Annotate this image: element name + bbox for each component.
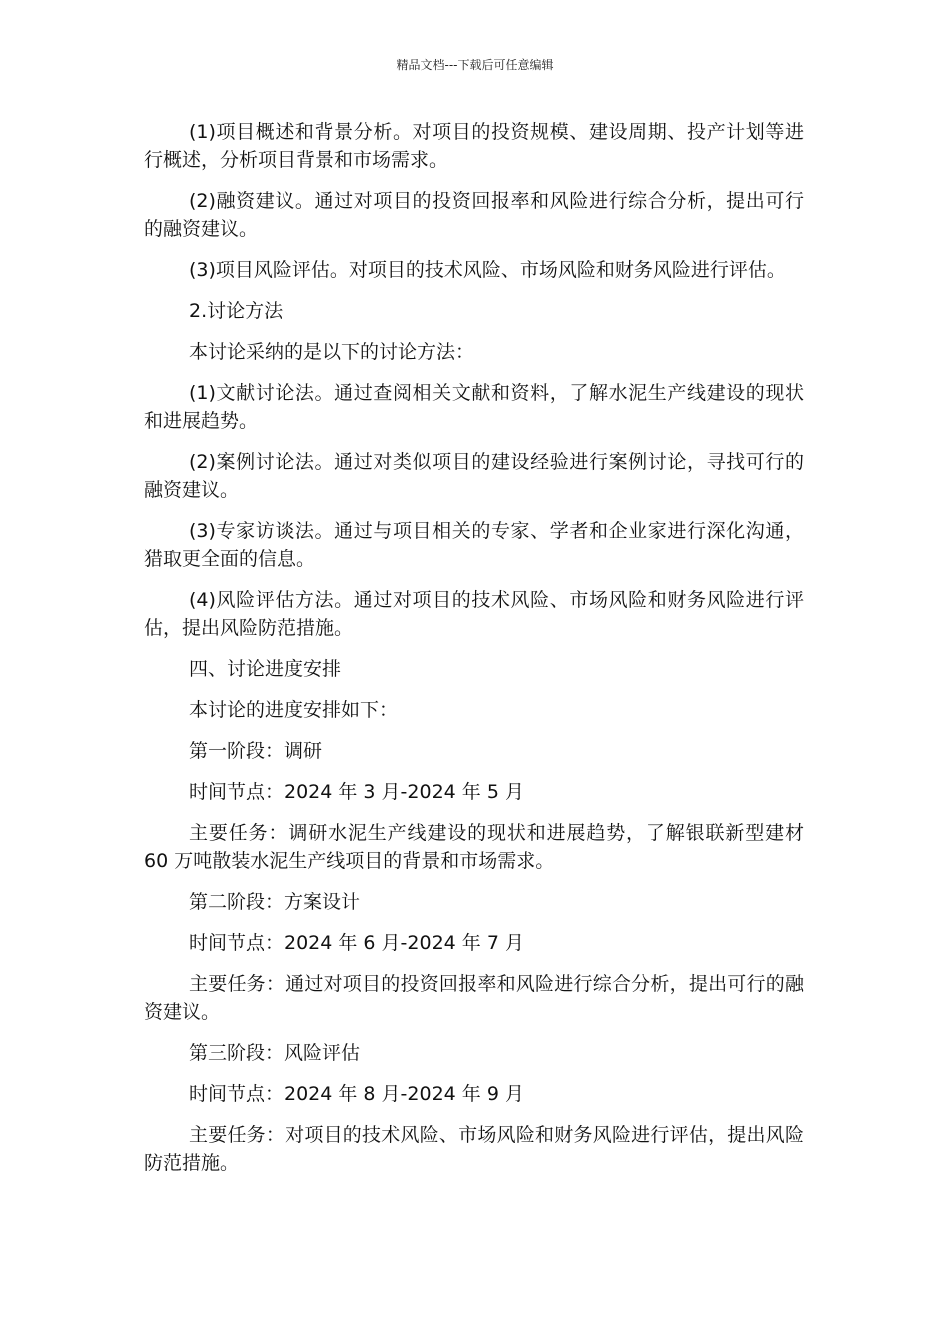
section-heading: 2.讨论方法 <box>189 300 284 322</box>
paragraph: (1)文献讨论法。通过查阅相关文献和资料，了解水泥生产线建设的现状和进展趋势。 <box>144 382 804 432</box>
paragraph: (4)风险评估方法。通过对项目的技术风险、市场风险和财务风险进行评估，提出风险防范措施。 <box>144 589 804 639</box>
phase-title: 第二阶段：方案设计 <box>189 891 361 913</box>
phase-timeline: 时间节点：2024 年 8 月-2024 年 9 月 <box>189 1083 524 1105</box>
phase-timeline: 时间节点：2024 年 6 月-2024 年 7 月 <box>189 932 524 954</box>
phase-title: 第一阶段：调研 <box>189 740 323 762</box>
paragraph: (2)融资建议。通过对项目的投资回报率和风险进行综合分析，提出可行的融资建议。 <box>144 190 804 240</box>
paragraph: 本讨论采纳的是以下的讨论方法： <box>189 341 475 363</box>
phase-title: 第三阶段：风险评估 <box>189 1042 361 1064</box>
phase-timeline: 时间节点：2024 年 3 月-2024 年 5 月 <box>189 781 524 803</box>
section-heading: 四、讨论进度安排 <box>189 658 342 680</box>
phase-task: 主要任务：通过对项目的投资回报率和风险进行综合分析，提出可行的融资建议。 <box>144 973 804 1023</box>
paragraph: (3)专家访谈法。通过与项目相关的专家、学者和企业家进行深化沟通，猎取更全面的信息。 <box>144 520 804 570</box>
phase-task: 主要任务：对项目的技术风险、市场风险和财务风险进行评估，提出风险防范措施。 <box>144 1124 804 1174</box>
page-header: 精品文档---下载后可任意编辑 <box>396 58 554 72</box>
paragraph: (3)项目风险评估。对项目的技术风险、市场风险和财务风险进行评估。 <box>189 259 786 281</box>
paragraph: 本讨论的进度安排如下： <box>189 699 399 721</box>
paragraph: (2)案例讨论法。通过对类似项目的建设经验进行案例讨论，寻找可行的融资建议。 <box>144 451 804 501</box>
document-body <box>144 118 811 1190</box>
phase-task: 主要任务：调研水泥生产线建设的现状和进展趋势，了解银联新型建材 60 万吨散装水泥生产线项目的背景和市场需求。 <box>144 822 811 872</box>
paragraph: (1)项目概述和背景分析。对项目的投资规模、建设周期、投产计划等进行概述，分析项目背景和市场需求。 <box>144 121 804 171</box>
